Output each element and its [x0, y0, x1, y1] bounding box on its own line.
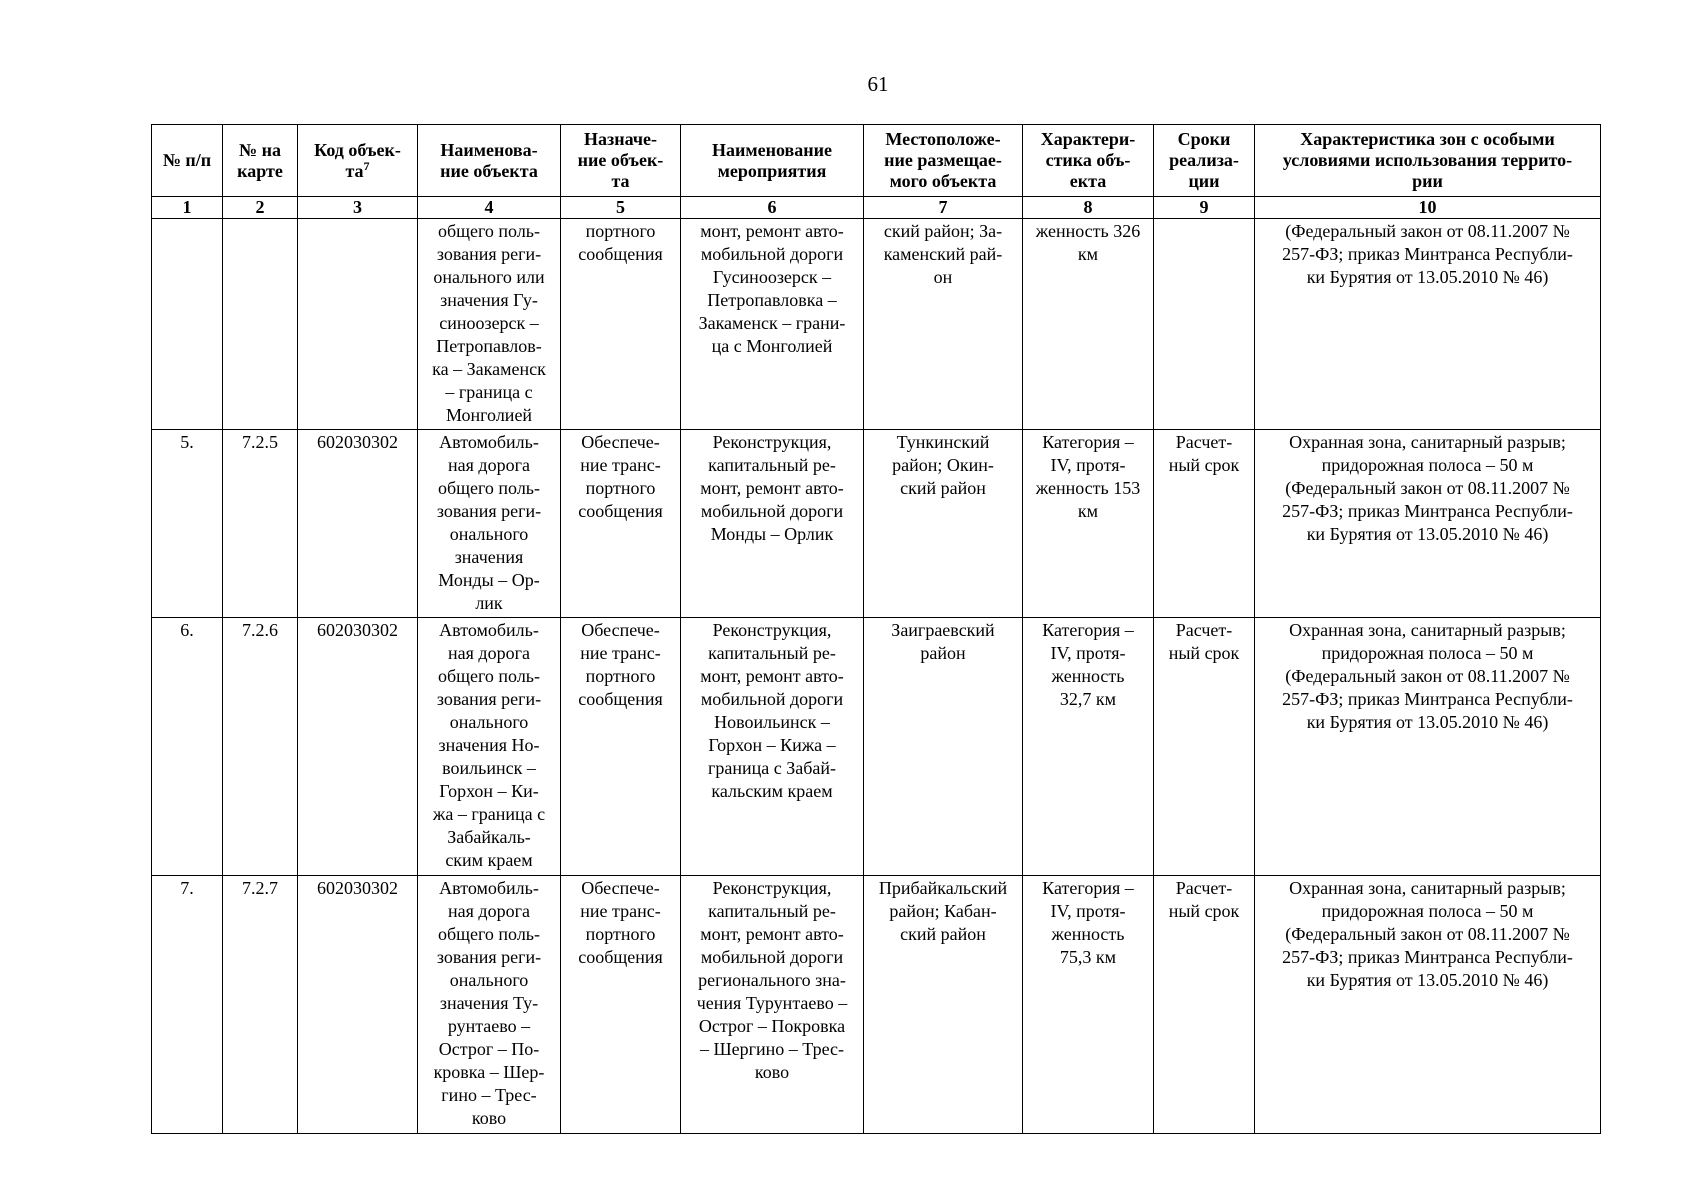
table-cell: Расчет- ный срок [1154, 430, 1255, 618]
column-number: 9 [1154, 197, 1255, 219]
header-col-5: Назначе- ние объек- та [561, 125, 681, 197]
table-cell: Автомобиль- ная дорога общего поль- зования реги- онального значения Ту- рунтаево – Острог – По- кровка – Шер- гино – Трес- ково [418, 876, 561, 1134]
header-row [152, 125, 1601, 197]
header-col-7: Местоположе- ние размещае- мого объекта [864, 125, 1023, 197]
table-cell [223, 219, 298, 430]
table-cell: Заиграевский район [864, 618, 1023, 876]
table-cell: портного сообщения [561, 219, 681, 430]
header-col-3 [298, 125, 418, 197]
column-number: 2 [223, 197, 298, 219]
table-cell: 6. [152, 618, 223, 876]
header-col-3-text: Код объек- та [314, 139, 401, 181]
table-cell: Охранная зона, санитарный разрыв; придорожная полоса – 50 м (Федеральный закон от 08.11.2007 № 257-ФЗ; приказ Минтранса Республи- ки Бурятия от 13.05.2010 № 46) [1255, 618, 1601, 876]
table-cell: Реконструкция, капитальный ре- монт, ремонт авто- мобильной дороги регионального зна- чения Турунтаево – Острог – Покровка – Шергино – Трес- ково [681, 876, 864, 1134]
header-col-10: Характеристика зон с особыми условиями использования террито- рии [1255, 125, 1601, 197]
table-cell: Реконструкция, капитальный ре- монт, ремонт авто- мобильной дороги Монды – Орлик [681, 430, 864, 618]
column-number: 10 [1255, 197, 1601, 219]
table-cell: Категория – IV, протя- женность 153 км [1023, 430, 1154, 618]
column-number: 6 [681, 197, 864, 219]
table-row [152, 219, 1601, 430]
table-cell: 602030302 [298, 876, 418, 1134]
table-cell: монт, ремонт авто- мобильной дороги Гусиноозерск – Петропавловка – Закаменск – грани- ца с Монголией [681, 219, 864, 430]
table-cell: общего поль- зования реги- онального или значения Гу- синоозерск – Петропавлов- ка – Закаменск – граница с Монголией [418, 219, 561, 430]
header-col-6: Наименование мероприятия [681, 125, 864, 197]
table-cell: Прибайкальский район; Кабан- ский район [864, 876, 1023, 1134]
table-cell: 602030302 [298, 430, 418, 618]
page-number: 61 [867, 72, 889, 96]
column-number: 4 [418, 197, 561, 219]
header-col-9: Сроки реализа- ции [1154, 125, 1255, 197]
footnote-ref: 7 [363, 158, 370, 173]
table-cell [1154, 219, 1255, 430]
planning-table [151, 124, 1601, 1134]
table-cell: Автомобиль- ная дорога общего поль- зования реги- онального значения Монды – Ор- лик [418, 430, 561, 618]
column-number: 7 [864, 197, 1023, 219]
table-cell: (Федеральный закон от 08.11.2007 № 257-ФЗ; приказ Минтранса Республи- ки Бурятия от 13.05.2010 № 46) [1255, 219, 1601, 430]
table-cell: Обеспече- ние транс- портного сообщения [561, 618, 681, 876]
table-cell: Реконструкция, капитальный ре- монт, ремонт авто- мобильной дороги Новоильинск – Горхон – Кижа – граница с Забай- кальским краем [681, 618, 864, 876]
table-cell: Обеспече- ние транс- портного сообщения [561, 430, 681, 618]
column-number: 3 [298, 197, 418, 219]
table-cell [152, 219, 223, 430]
table-cell: Категория – IV, протя- женность 75,3 км [1023, 876, 1154, 1134]
table-cell [298, 219, 418, 430]
table-cell: Расчет- ный срок [1154, 876, 1255, 1134]
header-col-4: Наименова- ние объекта [418, 125, 561, 197]
table-cell: 5. [152, 430, 223, 618]
column-number: 1 [152, 197, 223, 219]
table-row [152, 430, 1601, 618]
table-cell: Тункинский район; Окин- ский район [864, 430, 1023, 618]
header-col-1: № п/п [152, 125, 223, 197]
header-col-8: Характери- стика объ- екта [1023, 125, 1154, 197]
table-cell: Обеспече- ние транс- портного сообщения [561, 876, 681, 1134]
table-cell: ский район; За- каменский рай- он [864, 219, 1023, 430]
column-number: 8 [1023, 197, 1154, 219]
column-number: 5 [561, 197, 681, 219]
table-cell: женность 326 км [1023, 219, 1154, 430]
table-cell: Автомобиль- ная дорога общего поль- зования реги- онального значения Но- воильинск – Горхон – Ки- жа – граница с Забайкаль- ским краем [418, 618, 561, 876]
table-cell: 7.2.5 [223, 430, 298, 618]
table-cell: Категория – IV, протя- женность 32,7 км [1023, 618, 1154, 876]
table-cell: 7.2.7 [223, 876, 298, 1134]
table-row [152, 618, 1601, 876]
table-row [152, 876, 1601, 1134]
table-cell: 602030302 [298, 618, 418, 876]
column-number-row [152, 197, 1601, 219]
table-cell: Охранная зона, санитарный разрыв; придорожная полоса – 50 м (Федеральный закон от 08.11.2007 № 257-ФЗ; приказ Минтранса Республи- ки Бурятия от 13.05.2010 № 46) [1255, 430, 1601, 618]
table-cell: 7. [152, 876, 223, 1134]
table-cell: Расчет- ный срок [1154, 618, 1255, 876]
table-cell: 7.2.6 [223, 618, 298, 876]
header-col-2: № на карте [223, 125, 298, 197]
table-cell: Охранная зона, санитарный разрыв; придорожная полоса – 50 м (Федеральный закон от 08.11.2007 № 257-ФЗ; приказ Минтранса Республи- ки Бурятия от 13.05.2010 № 46) [1255, 876, 1601, 1134]
